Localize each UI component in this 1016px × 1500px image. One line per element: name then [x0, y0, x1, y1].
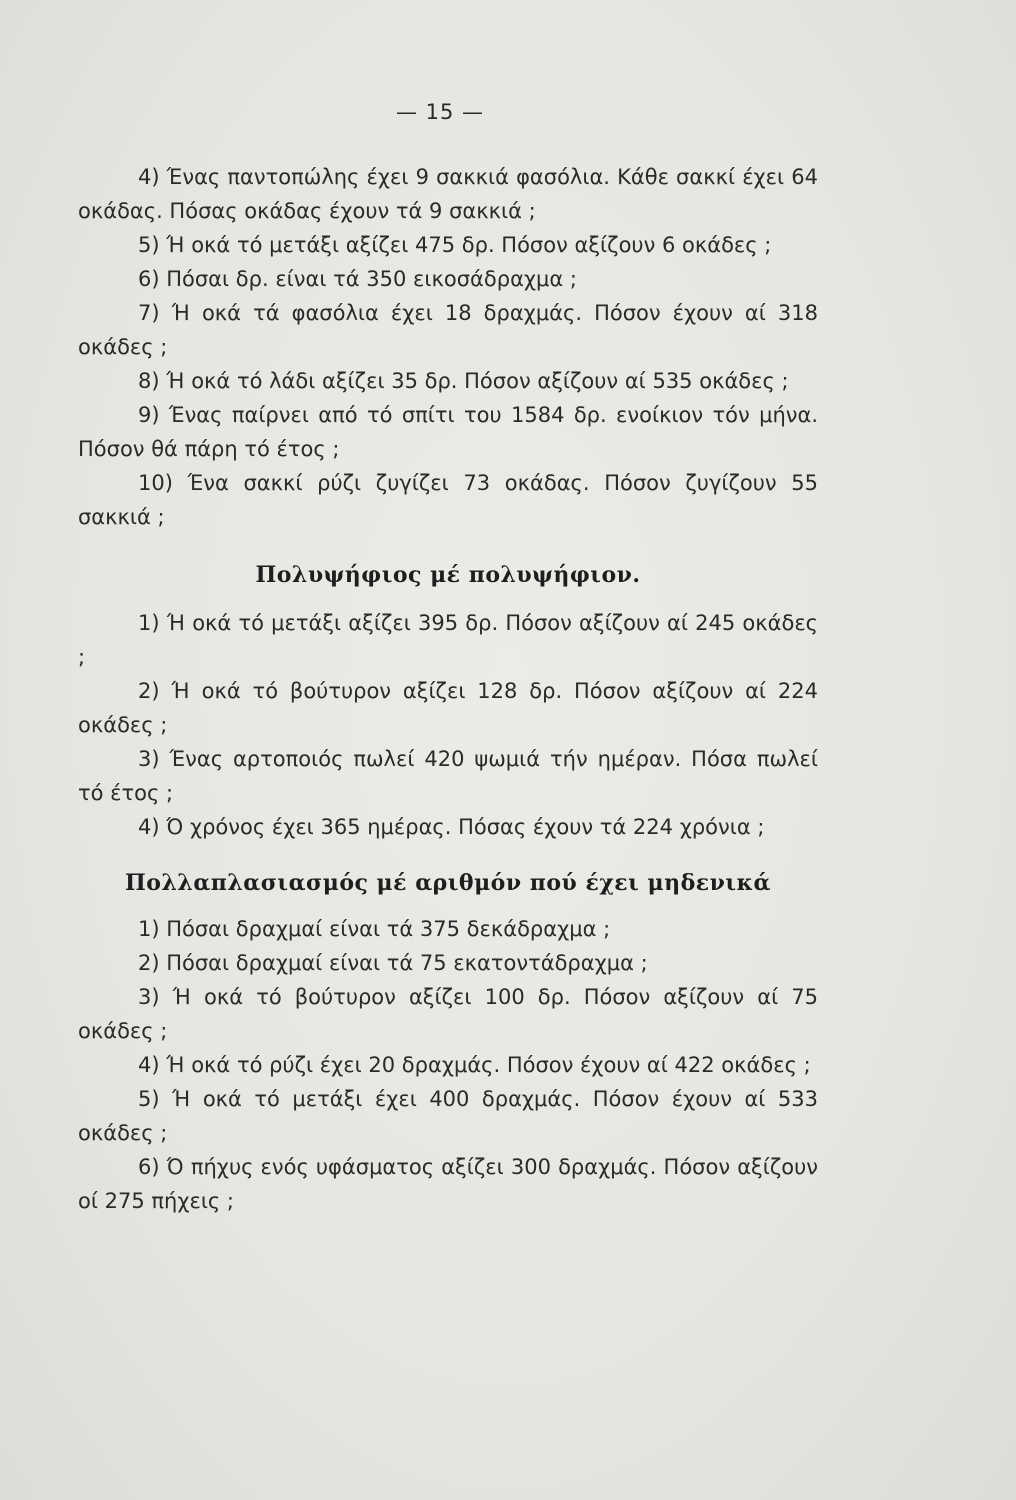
exercise-item: 5) Ή οκά τό μετάξι αξίζει 475 δρ. Πόσον αξίζουν 6 οκάδες ;	[138, 233, 772, 257]
exercise-item: 2) Ή οκά τό βούτυρον αξίζει 128 δρ. Πόσον αξίζουν αί 224 οκάδες ;	[78, 679, 818, 737]
exercise-item: 6) Πόσαι δρ. είναι τά 350 εικοσάδραχμα ;	[138, 267, 578, 291]
page-content	[78, 160, 818, 1218]
exercise-list-multidigit	[78, 606, 818, 844]
exercise-item: 3) Ή οκά τό βούτυρον αξίζει 100 δρ. Πόσον αξίζουν αί 75 οκάδες ;	[78, 985, 818, 1043]
exercise-item: 8) Ή οκά τό λάδι αξίζει 35 δρ. Πόσον αξίζουν αί 535 οκάδες ;	[138, 369, 789, 393]
page-number: — 15 —	[395, 100, 485, 124]
exercise-item: 4) Ό χρόνος έχει 365 ημέρας. Πόσας έχουν τά 224 χρόνια ;	[138, 815, 765, 839]
exercise-item: 5) Ή οκά τό μετάξι έχει 400 δραχμάς. Πόσον έχουν αί 533 οκάδες ;	[78, 1087, 818, 1145]
exercise-item: 1) Ή οκά τό μετάξι αξίζει 395 δρ. Πόσον αξίζουν αί 245 οκάδες ;	[78, 611, 818, 669]
exercise-item: 2) Πόσαι δραχμαί είναι τά 75 εκατοντάδραχμα ;	[138, 951, 648, 975]
section-heading-multidigit: Πολυψήφιος μέ πολυψήφιον.	[255, 562, 641, 588]
exercise-item: 1) Πόσαι δραχμαί είναι τά 375 δεκάδραχμα ;	[138, 917, 611, 941]
exercise-item: 3) Ένας αρτοποιός πωλεί 420 ψωμιά τήν ημέραν. Πόσα πωλεί τό έτος ;	[78, 747, 818, 805]
exercise-item: 4) Ή οκά τό ρύζι έχει 20 δραχμάς. Πόσον έχουν αί 422 οκάδες ;	[138, 1053, 811, 1077]
exercise-list-zeros	[78, 912, 818, 1218]
exercise-item: 6) Ό πήχυς ενός υφάσματος αξίζει 300 δραχμάς. Πόσον αξίζουν οί 275 πήχεις ;	[78, 1155, 818, 1213]
exercise-list-single-digit	[78, 160, 818, 534]
exercise-item: 4) Ένας παντοπώλης έχει 9 σακκιά φασόλια. Κάθε σακκί έχει 64 οκάδας. Πόσας οκάδας έχουν τά 9 σακκιά ;	[78, 165, 818, 223]
exercise-item: 9) Ένας παίρνει από τό σπίτι του 1584 δρ. ενοίκιον τόν μήνα. Πόσον θά πάρη τό έτος ;	[78, 403, 818, 461]
section-heading-zeros: Πολλαπλασιασμός μέ αριθμόν πού έχει μηδενικά	[125, 870, 771, 896]
exercise-item: 7) Ή οκά τά φασόλια έχει 18 δραχμάς. Πόσον έχουν αί 318 οκάδες ;	[78, 301, 818, 359]
exercise-item: 10) Ένα σακκί ρύζι ζυγίζει 73 οκάδας. Πόσον ζυγίζουν 55 σακκιά ;	[78, 471, 818, 529]
